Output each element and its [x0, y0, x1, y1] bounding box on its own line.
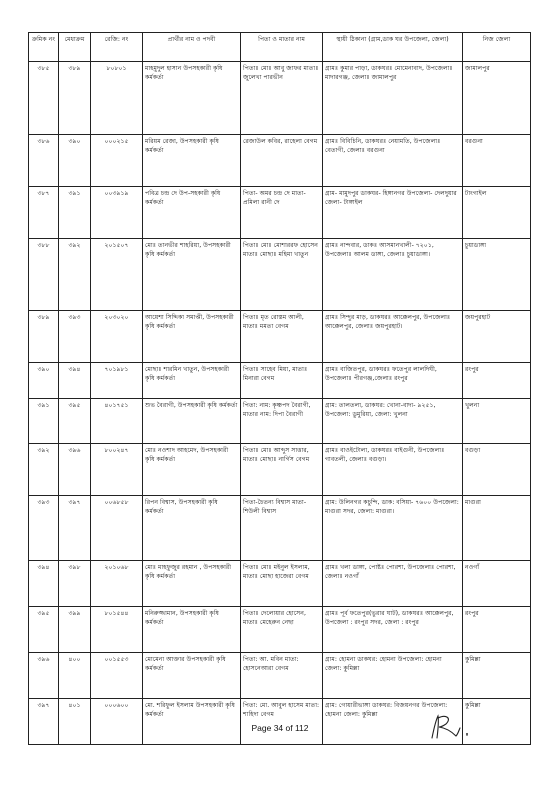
cell-merit: ৩৮৯	[59, 62, 91, 135]
cell-parents: পিতা: নাম: কৃষ্ণপদ বৈরাগী, মাতার নাম: দিপা বৈরাগী	[241, 399, 323, 444]
cell-merit: ৩৯৮	[59, 561, 91, 607]
cell-merit: ৩৯১	[59, 187, 91, 239]
table-row	[29, 135, 531, 187]
cell-parents: পিতা: মো. আবুল হাসেম মাতা: শাহিদা বেগম	[241, 699, 323, 745]
candidate-table	[28, 32, 531, 745]
cell-name: মরিয়ম রেজা, উপসহকারী কৃষি কর্মকর্তা	[143, 135, 241, 187]
cell-serial: ৩৮৮	[29, 239, 59, 311]
table-row	[29, 653, 531, 699]
cell-name: মোঃ মাহফুজুর রহমান , উপসহকারী কৃষি কর্মকর্তা	[143, 561, 241, 607]
cell-name: মো. শরিফুল ইসলাম উপসহকারী কৃষি কর্মকর্তা	[143, 699, 241, 745]
cell-address: গ্রামঃ পূর্ব ফতেপুর(ভুরার ঘাট), ডাকঘরঃ আক্কেলপুর, উপজেলা : রংপুর সদর, জেলা : রংপুর	[323, 607, 463, 653]
cell-merit: ৩৯০	[59, 135, 91, 187]
cell-address: গ্রামঃ বাওইটোলা, ডাকঘরঃ বাইগুনী, উপজেলাঃ গাবতলী, জেলাঃ বগুড়া।	[323, 444, 463, 496]
cell-merit: ৩৯৩	[59, 311, 91, 363]
cell-address: গ্রাম: গোয়ারীভাঙ্গা ডাকঘর: বিজয়নগর উপজেলা: হোমনা জেলা: কুমিল্লা	[323, 699, 463, 745]
cell-reg: ৮০০২৪৭	[91, 444, 143, 496]
cell-serial: ৩৯০	[29, 363, 59, 399]
cell-parents: পিতাঃ দেলোয়ার হোসেন, মাতাঃ মেহেরুন নেছা	[241, 607, 323, 653]
cell-serial: ৩৮৫	[29, 62, 59, 135]
header-address: স্থায়ী ঠিকানা (গ্রাম,ডাক ঘর উপজেলা, জেলা)	[323, 33, 463, 62]
cell-parents: পিতাঃ মোঃ মোশাররফ হোসেন মাতাঃ মোছাঃ মহিমা খাতুন	[241, 239, 323, 311]
header-district: নিজ জেলা	[463, 33, 531, 62]
cell-district: রংপুর	[463, 607, 531, 653]
cell-serial: ৩৯৪	[29, 561, 59, 607]
cell-merit: ৩৯৬	[59, 444, 91, 496]
cell-parents: পিতাঃ মোঃ মইনুল ইসলাম, মাতাঃ মোছা হাজেরা বেগম	[241, 561, 323, 607]
cell-district: চুয়াডাঙ্গা	[463, 239, 531, 311]
cell-parents: পিতা- অমর চন্দ্র দে মাতা- প্রমিলা রানী দে	[241, 187, 323, 239]
table-row	[29, 311, 531, 363]
cell-name: মোছাঃ শারমিন খাতুন, উপসহকারী কৃষি কর্মকর্তা	[143, 363, 241, 399]
cell-merit: ৪০০	[59, 653, 91, 699]
cell-merit: ৩৯৭	[59, 496, 91, 561]
cell-district: কুমিল্লা	[463, 653, 531, 699]
cell-district: রংপুর	[463, 363, 531, 399]
cell-serial: ৩৯২	[29, 444, 59, 496]
cell-serial: ৩৯১	[29, 399, 59, 444]
cell-district: খুলনা	[463, 399, 531, 444]
cell-district: নওগাঁ	[463, 561, 531, 607]
header-parents: পিতা ও মাতার নাম	[241, 33, 323, 62]
page-number: Page 34 of 112	[251, 723, 309, 733]
cell-serial: ৩৯৭	[29, 699, 59, 745]
header-reg: রেজি: নং	[91, 33, 143, 62]
cell-serial: ৩৯৫	[29, 607, 59, 653]
table-header-row	[29, 33, 531, 62]
cell-address: গ্রামঃ খলা ডাঙ্গা, পোষ্টঃ পোরশা, উপজেলাঃ পোরশা, জেলাঃ নওগাঁ	[323, 561, 463, 607]
cell-district: জয়পুরহাট	[463, 311, 531, 363]
cell-address: গ্রাম: উলিনগর কচুন্দি, ডাক: বসিয়া- ৭৬০০ উপজেলা: মাগুরা সদর, জেলা: মাগুরা।	[323, 496, 463, 561]
cell-merit: ৪০১	[59, 699, 91, 745]
cell-parents: পিতা-চৈতন্য বিশ্বাস মাতা-শিউলী বিশ্বাস	[241, 496, 323, 561]
cell-address: গ্রামঃ সিন্দুর মাড়, ডাকঘরঃ আক্কেলপুর, উপজেলাঃ আক্কেলপুর, জেলাঃ জয়পুরহাট।	[323, 311, 463, 363]
header-serial: ক্রমিক নং	[29, 33, 59, 62]
cell-district: টাংগাইল	[463, 187, 531, 239]
cell-parents: পিতাঃ সাহেব মিয়া, মাতাঃ মিনারা বেগম	[241, 363, 323, 399]
cell-merit: ৩৯৯	[59, 607, 91, 653]
header-merit: মেধাক্রম	[59, 33, 91, 62]
table-row	[29, 239, 531, 311]
cell-reg: ২০১০৬৮	[91, 561, 143, 607]
cell-name: মোমেনা আক্তার উপসহকারী কৃষি কর্মকর্তা	[143, 653, 241, 699]
cell-address: গ্রামঃ নান্দবার, ডাকঃ আসমানখালী- ৭২০১, উপজেলাঃ আলম ডাঙ্গা, জেলাঃ চুয়াডাঙ্গা।	[323, 239, 463, 311]
cell-district: বরগুনা	[463, 135, 531, 187]
cell-reg: ৮০৮০১	[91, 62, 143, 135]
cell-address: গ্রাম: হোমনা ডাকঘর: হোমনা উপজেলা: হোমনা জেলা: কুমিল্লা	[323, 653, 463, 699]
cell-address: গ্রাম: তালতলা, ডাকঘর: খোনা-বাদ্য- ৯২৫১, উপজেলা: ডুমুরিয়া, জেলা: খুলনা	[323, 399, 463, 444]
cell-address: গ্রাম- মামুদপুর ডাকঘর- হিঙ্গানগর উপজেলা- দেলদুয়ার জেলা- টাঙ্গাইল	[323, 187, 463, 239]
cell-district: মাগুরা	[463, 496, 531, 561]
cell-reg: ২০৩০২০	[91, 311, 143, 363]
cell-name: পবিত্র চন্দ্র দে উপ-সহকারী কৃষি কর্মকর্তা	[143, 187, 241, 239]
cell-parents: পিতাঃ মোঃ আব্দুস সাত্তার, মাতাঃ মোছাঃ নার্গিস বেগম	[241, 444, 323, 496]
cell-serial: ৩৮৭	[29, 187, 59, 239]
cell-name: রিপন বিশ্বাস, উপসহকারী কৃষি কর্মকর্তা	[143, 496, 241, 561]
cell-name: মনিরুজ্জামান, উপসহকারী কৃষি কর্মকর্তা	[143, 607, 241, 653]
cell-address: গ্রামঃ বাজিতপুর, ডাকঘরঃ ফতেপুর লালদিঘী, উপজেলাঃ পীরগঞ্জ,জেলাঃ রংপুর	[323, 363, 463, 399]
cell-parents: রেজাউল কবির, রাহেলা বেগম	[241, 135, 323, 187]
cell-merit: ৩৯৪	[59, 363, 91, 399]
cell-address: গ্রামঃ বিবিচিনি, ডাকঘরঃ নেয়ামতি, উপজেলাঃ বেতাগী, জেলাঃ বরগুনা	[323, 135, 463, 187]
cell-merit: ৩৯২	[59, 239, 91, 311]
table-row	[29, 607, 531, 653]
cell-parents: পিতা: আ. মবিন মাতা: হোসনেআরা বেগম	[241, 653, 323, 699]
cell-name: আয়েশা সিদ্দিকা সমাপ্তী, উপসহকারী কৃষি কর্মকর্তা	[143, 311, 241, 363]
cell-reg: ২০১৫০৭	[91, 239, 143, 311]
cell-reg: ৭০১৯৮১	[91, 363, 143, 399]
cell-name: মোঃ নওশাদ আহমেদ, উপসহকারী কৃষি কর্মকর্তা	[143, 444, 241, 496]
table-row	[29, 363, 531, 399]
cell-reg: ০০৩৯১৯	[91, 187, 143, 239]
cell-serial: ৩৮৬	[29, 135, 59, 187]
cell-parents: পিতাঃ মৃত রোস্তম আলী, মাতাঃ মমতা বেগম	[241, 311, 323, 363]
cell-district: কুমিল্লা	[463, 699, 531, 745]
table-row	[29, 399, 531, 444]
cell-name: শুভ বৈরাগী, উপসহকারী কৃষি কর্মকর্তা	[143, 399, 241, 444]
cell-reg: ৮০১৫৪৪	[91, 607, 143, 653]
cell-serial: ৩৮৯	[29, 311, 59, 363]
cell-parents: পিতাঃ মোঃ আবু জাফর মাতাঃ জুলেখা পারভীন	[241, 62, 323, 135]
table-row	[29, 62, 531, 135]
cell-name: মোঃ তানভীর শাহরিয়া, উপসহকারী কৃষি কর্মকর্তা	[143, 239, 241, 311]
table-row	[29, 187, 531, 239]
cell-name: মাহমুদুল হাসান উপসহকারী কৃষি কর্মকর্তা	[143, 62, 241, 135]
cell-district: বগুড়া	[463, 444, 531, 496]
cell-reg: ০০৬৮৫৮	[91, 496, 143, 561]
cell-reg: ০০১৫৫৩	[91, 653, 143, 699]
cell-serial: ৩৯৩	[29, 496, 59, 561]
header-name: প্রার্থীর নাম ও পদবী	[143, 33, 241, 62]
cell-merit: ৩৯৫	[59, 399, 91, 444]
table-row	[29, 444, 531, 496]
table-row	[29, 496, 531, 561]
cell-reg: ৪০১৭৫১	[91, 399, 143, 444]
cell-serial: ৩৯৬	[29, 653, 59, 699]
cell-district: জামালপুর	[463, 62, 531, 135]
cell-reg: ০০০৬০০	[91, 699, 143, 745]
cell-address: গ্রামঃ কুমার পাড়া, ডাকঘরঃ মোমেনাবাদ, উপজেলাঃ মাদারগঞ্জ, জেলাঃ জামালপুর	[323, 62, 463, 135]
signature-icon	[426, 712, 476, 742]
table-row	[29, 561, 531, 607]
cell-reg: ০০০২১৫	[91, 135, 143, 187]
